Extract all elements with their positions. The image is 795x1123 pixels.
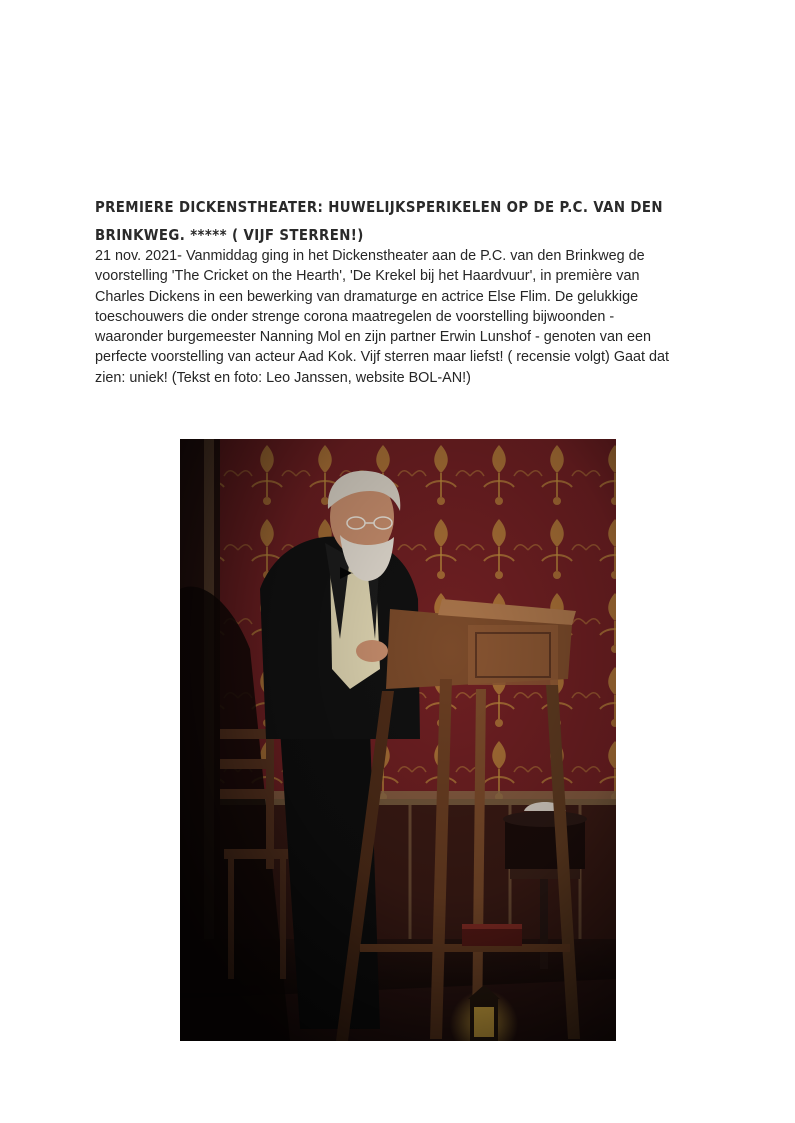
article-body: 21 nov. 2021- Vanmiddag ging in het Dickenstheater aan de P.C. van den Brinkweg de voorstelling 'The Cricket on the Hearth', 'De Krekel bij het Haardvuur', in première van Charles Dickens in een bewerking van dramaturge en actrice Else Flim. De gelukkige toeschouwers die onder strenge corona maatregelen de voorstelling bijwoonden - waaronder burgemeester Nanning Mol en zijn partner Erwin Lunshof - genoten van een perfecte voorstelling van acteur Aad Kok. Vijf sterren maar liefst! ( recensie volgt) Gaat dat zien: uniek! (Tekst en foto: Leo Janssen, website BOL-AN!)	[95, 248, 670, 386]
article-photo	[180, 439, 616, 1041]
article	[95, 193, 695, 388]
article-headline: PREMIERE DICKENSTHEATER: HUWELIJKSPERIKELEN OP DE P.C. VAN DEN BRINKWEG. ***** ( VIJF STERREN!)	[95, 198, 663, 244]
